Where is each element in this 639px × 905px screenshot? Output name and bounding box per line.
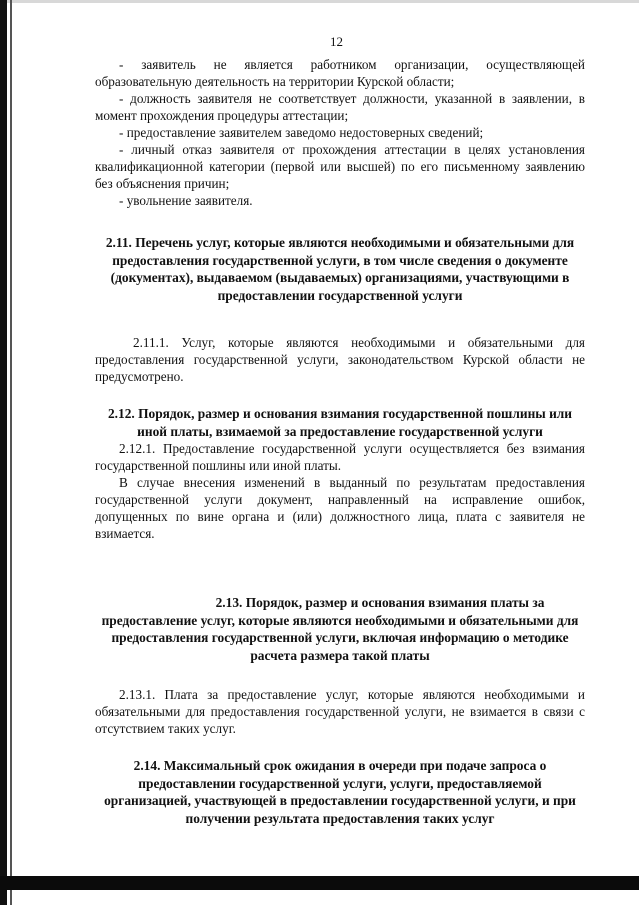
list-item: - личный отказ заявителя от прохождения аттестации в целях установления квалификационной категории (первой или высшей) по его письменному заявлению без объяснения причин; (95, 142, 585, 191)
document-body (95, 56, 585, 827)
scan-left-edge (0, 0, 7, 905)
list-item: - увольнение заявителя. (119, 193, 253, 208)
paragraph-2-13-1: 2.13.1. Плата за предоставление услуг, которые являются необходимыми и обязательными для предоставления государственной услуги, не взимается в связи с отсутствием таких услуг. (95, 687, 585, 736)
list-item: - заявитель не является работником организации, осуществляющей образовательную деятельность на территории Курской области; (95, 57, 585, 89)
list-item: - предоставление заявителем заведомо недостоверных сведений; (119, 125, 484, 140)
paragraph-2-12-2: В случае внесения изменений в выданный по результатам предоставления государственной услуги документ, направленный на исправление ошибок, допущенных по вине органа и (или) должностного лица, плата с заявителя не взимается. (95, 475, 585, 541)
section-heading-2-14: 2.14. Максимальный срок ожидания в очереди при подаче запроса о предоставлении государственной услуги, услуги, предоставляемой организацией, участвующей в предоставлении государственной услуги, и при получении результата предоставления таких услуг (104, 758, 576, 826)
paragraph-2-12-1: 2.12.1. Предоставление государственной услуги осуществляется без взимания государственной пошлины или иной платы. (95, 441, 585, 473)
section-heading-2-12: 2.12. Порядок, размер и основания взимания государственной пошлины или иной платы, взимаемой за предоставление государственной услуги (107, 406, 573, 439)
section-heading-2-13: 2.13. Порядок, размер и основания взимания платы за предоставление услуг, которые являются необходимыми и обязательными для предоставления государственной услуги, включая информацию о методике расчета размера такой платы (101, 595, 579, 663)
page-number: 12 (330, 34, 343, 49)
scan-left-edge-line (10, 0, 12, 905)
scan-bottom-edge (0, 876, 639, 890)
section-heading-2-11: 2.11. Перечень услуг, которые являются необходимыми и обязательными для предоставления государственной услуги, в том числе сведения о документе (документах), выдаваемом (выдаваемых) организациями, участвующими в предоставлении государственной услуги (105, 235, 575, 303)
list-item: - должность заявителя не соответствует должности, указанной в заявлении, в момент прохождения процедуры аттестации; (95, 91, 585, 123)
scan-top-edge (0, 0, 639, 3)
paragraph-2-11-1: 2.11.1. Услуг, которые являются необходимыми и обязательными для предоставления государственной услуги, законодательством Курской области не предусмотрено. (95, 335, 585, 384)
